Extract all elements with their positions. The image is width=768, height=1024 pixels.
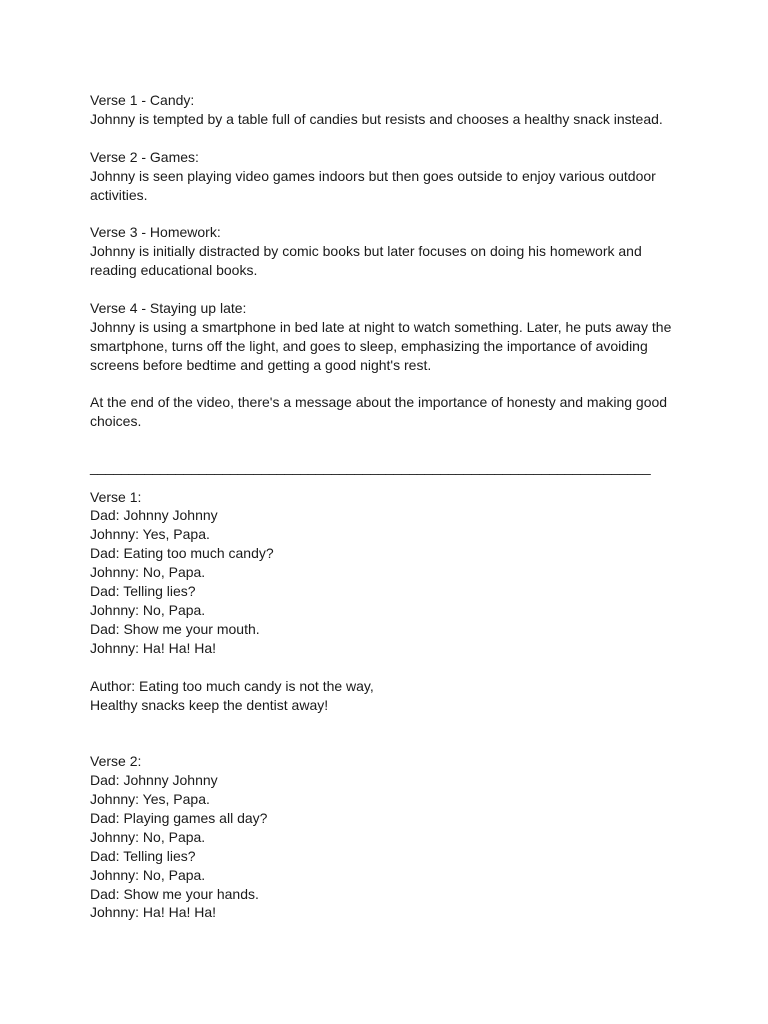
summary-verse-4 [90, 299, 690, 375]
document-page [90, 91, 690, 941]
lyric-line: Dad: Show me your mouth. [90, 620, 260, 637]
lyric-line: Johnny: No, Papa. [90, 564, 206, 581]
verse-2-lyrics [90, 752, 690, 922]
lyric-line: Johnny: Ha! Ha! Ha! [90, 904, 217, 921]
summary-text: Johnny is using a smartphone in bed late at night to watch something. Later, he puts away the smartphone, turns off the light, and goes to sleep, emphasizing the importance of avoiding screens before bedtime and getting a good night's rest. [90, 318, 676, 373]
verse-1-lyrics [90, 488, 690, 658]
verse-title: Verse 2: [90, 753, 142, 770]
summary-text: Johnny is initially distracted by comic books but later focuses on doing his homework and reading educational books. [90, 243, 646, 279]
summary-heading: Verse 2 - Games: [90, 148, 199, 165]
lyric-line: Dad: Eating too much candy? [90, 545, 274, 562]
lyric-line: Dad: Show me your hands. [90, 885, 259, 902]
author-line: Healthy snacks keep the dentist away! [90, 696, 329, 713]
lyric-line: Dad: Johnny Johnny [90, 772, 218, 789]
summary-heading: Verse 3 - Homework: [90, 224, 221, 241]
lyric-line: Dad: Johnny Johnny [90, 507, 218, 524]
verse-title: Verse 1: [90, 488, 142, 505]
lyric-line: Johnny: No, Papa. [90, 601, 206, 618]
lyric-line: Johnny: Ha! Ha! Ha! [90, 639, 217, 656]
summary-heading: Verse 1 - Candy: [90, 92, 195, 108]
ending-note [90, 393, 690, 431]
lyric-line: Johnny: Yes, Papa. [90, 791, 210, 807]
lyric-line: Johnny: Yes, Papa. [90, 526, 210, 543]
ending-note-text: At the end of the video, there's a message about the importance of honesty and making good choices. [90, 394, 671, 430]
lyric-line: Dad: Telling lies? [90, 847, 196, 864]
summary-verse-2 [90, 148, 690, 205]
author-line: Author: Eating too much candy is not the way, [90, 677, 374, 694]
lyric-line: Johnny: No, Papa. [90, 866, 206, 883]
lyric-line: Johnny: No, Papa. [90, 828, 206, 845]
verse-1-author [90, 677, 690, 715]
lyric-line: Dad: Telling lies? [90, 583, 196, 600]
lyric-line: Dad: Playing games all day? [90, 809, 268, 826]
summary-verse-1 [90, 91, 690, 129]
summary-text: Johnny is seen playing video games indoors but then goes outside to enjoy various outdoor activities. [90, 167, 660, 203]
summary-verse-3 [90, 223, 690, 280]
summary-text: Johnny is tempted by a table full of candies but resists and chooses a healthy snack instead. [90, 110, 663, 127]
separator-line: ________________________________________________________________________ [90, 459, 651, 476]
summary-heading: Verse 4 - Staying up late: [90, 299, 247, 316]
